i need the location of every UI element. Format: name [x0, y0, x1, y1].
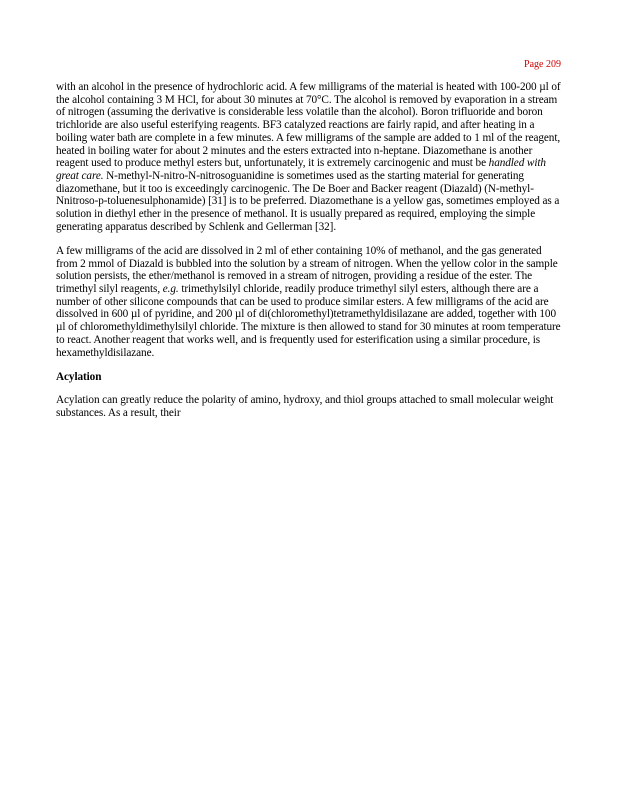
emphasis-text: handled with great care.	[56, 157, 546, 182]
paragraph-text: with an alcohol in the presence of hydrochloric acid. A few milligrams of the material is heated with 100-200 µl of the alcohol containing 3 M HCl, for about 30 minutes at 70°C. The alcohol is removed by evaporation in a stream of nitrogen (assuming the derivative is considerable less volatile than the alcohol). Boron trifluoride and boron trichloride are also useful esterifying reagents. BF3 catalyzed reactions are fairly rapid, and after heating in a boiling water bath are complete in a few minutes. A few milligrams of the sample are added to 1 ml of the reagent, heated in boiling water for about 2 minutes and the esters extracted into n-heptane. Diazomethane is another reagent used to produce methyl esters but, unfortunately, it is extremely carcinogenic and must be	[56, 81, 561, 170]
paragraph-text: trimethylsilyl chloride, readily produce trimethyl silyl esters, although there are a number of other silicone compounds that can be used to produce similar esters. A few milligrams of the acid are dissolved in 600 µl of pyridine, and 200 µl of di(chloromethyl)tetramethyldisilazane are added, together with 100 µl of chloromethyldimethylsilyl chloride. The mixture is then allowed to stand for 30 minutes at room temperature to react. Another reagent that works well, and is frequently used for esterification using a similar procedure, is hexamethyldisilazane.	[56, 283, 561, 359]
section-heading: Acylation	[56, 371, 102, 384]
page-number: Page 209	[524, 59, 561, 70]
paragraph-diazald-procedure	[56, 245, 564, 359]
paragraph-text: N-methyl-N-nitro-N-nitrosoguanidine is sometimes used as the starting material for generating diazomethane, but it too is exceedingly carcinogenic. The De Boer and Backer reagent (Diazald) (N-methyl-Nnitroso-p-toluenesulphonamide) [31] is to be preferred. Diazomethane is a yellow gas, sometimes employed as a solution in diethyl ether in the presence of methanol. It is usually prepared as required, employing the simple generating apparatus described by Schlenk and Gellerman [32].	[56, 169, 560, 233]
document-body	[56, 81, 564, 431]
paragraph-text: A few milligrams of the acid are dissolved in 2 ml of ether containing 10% of methanol, and the gas generated from 2 mmol of Diazald is bubbled into the solution by a stream of nitrogen. When the yellow color in the sample solution persists, the ether/methanol is removed in a stream of nitrogen, providing a residue of the ester. The trimethyl silyl reagents,	[56, 244, 558, 296]
paragraph-acylation: Acylation can greatly reduce the polarity of amino, hydroxy, and thiol groups attached to small molecular weight substances. As a result, their	[56, 393, 554, 419]
emphasis-text: e.g.	[162, 283, 179, 296]
paragraph-esterification-reagents	[56, 81, 564, 233]
